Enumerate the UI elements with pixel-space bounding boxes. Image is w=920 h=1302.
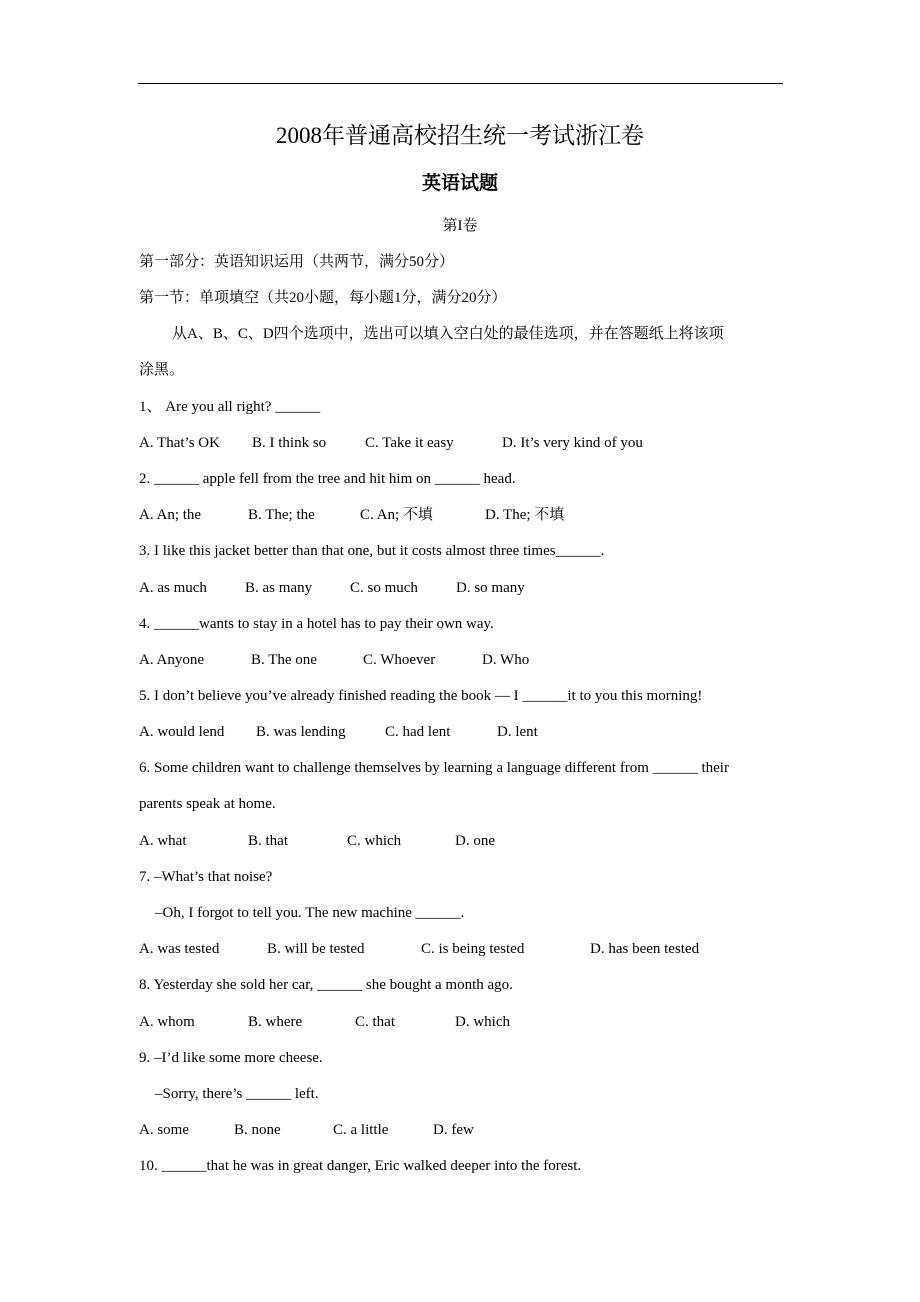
option-b: B. none bbox=[234, 1122, 281, 1138]
option-b: B. was lending bbox=[256, 724, 346, 740]
option-a: A. An; the bbox=[139, 507, 202, 523]
question-stem: 7. –What’s that noise? bbox=[139, 869, 273, 885]
option-d: D. which bbox=[455, 1014, 510, 1030]
option-d: D. Who bbox=[482, 652, 530, 668]
option-a: A. what bbox=[139, 833, 187, 849]
option-a: A. some bbox=[139, 1122, 189, 1138]
option-b: B. I think so bbox=[252, 435, 327, 451]
option-c: C. that bbox=[355, 1014, 395, 1030]
question-stem: 9. –I’d like some more cheese. bbox=[139, 1050, 323, 1066]
option-c: C. is being tested bbox=[421, 941, 525, 957]
question-stem: 2. ______ apple fell from the tree and hit him on ______ head. bbox=[139, 471, 516, 487]
option-d: D. so many bbox=[456, 580, 525, 596]
question-stem: 3. I like this jacket better than that one, but it costs almost three times______. bbox=[139, 543, 605, 559]
question-stem-continued: –Sorry, there’s ______ left. bbox=[155, 1086, 319, 1102]
option-b: B. will be tested bbox=[267, 941, 365, 957]
option-a: A. was tested bbox=[139, 941, 220, 957]
question-stem-continued: parents speak at home. bbox=[139, 796, 276, 812]
question-stem: 1、 Are you all right? ______ bbox=[139, 399, 321, 415]
option-c: C. Take it easy bbox=[365, 435, 454, 451]
instructions-line2: 涂黑。 bbox=[139, 362, 185, 378]
header-rule bbox=[138, 83, 783, 84]
option-a: A. Anyone bbox=[139, 652, 204, 668]
question-stem: 4. ______wants to stay in a hotel has to pay their own way. bbox=[139, 616, 494, 632]
option-d: D. one bbox=[455, 833, 495, 849]
option-c: C. had lent bbox=[385, 724, 451, 740]
option-b: B. The one bbox=[251, 652, 317, 668]
section-heading: 第一节：单项填空（共20小题，每小题1分，满分20分） bbox=[139, 290, 507, 306]
option-c: C. a little bbox=[333, 1122, 389, 1138]
option-d: D. The; 不填 bbox=[485, 507, 565, 523]
option-c: C. An; 不填 bbox=[360, 507, 433, 523]
option-a: A. as much bbox=[139, 580, 207, 596]
question-stem: 10. ______that he was in great danger, Eric walked deeper into the forest. bbox=[139, 1158, 582, 1174]
option-b: B. where bbox=[248, 1014, 303, 1030]
option-c: C. Whoever bbox=[363, 652, 436, 668]
option-a: A. whom bbox=[139, 1014, 195, 1030]
option-c: C. which bbox=[347, 833, 402, 849]
instructions-line1: 从A、B、C、D四个选项中，选出可以填入空白处的最佳选项，并在答题纸上将该项 bbox=[172, 326, 724, 342]
question-stem: 8. Yesterday she sold her car, ______ she bought a month ago. bbox=[139, 977, 513, 993]
option-b: B. that bbox=[248, 833, 288, 849]
option-d: D. has been tested bbox=[590, 941, 700, 957]
option-b: B. as many bbox=[245, 580, 313, 596]
part-heading: 第一部分：英语知识运用（共两节，满分50分） bbox=[139, 254, 455, 270]
option-d: D. It’s very kind of you bbox=[502, 435, 643, 451]
exam-subtitle: 英语试题 bbox=[421, 173, 498, 194]
exam-title: 2008年普通高校招生统一考试浙江卷 bbox=[276, 123, 644, 148]
question-stem: 6. Some children want to challenge themselves by learning a language different from ______ their bbox=[139, 760, 729, 776]
question-stem-continued: –Oh, I forgot to tell you. The new machine ______. bbox=[155, 905, 465, 921]
option-b: B. The; the bbox=[248, 507, 315, 523]
option-d: D. few bbox=[433, 1122, 474, 1138]
question-stem: 5. I don’t believe you’ve already finished reading the book — I ______it to you this morning! bbox=[139, 688, 703, 704]
volume-label: 第I卷 bbox=[442, 218, 478, 234]
option-a: A. That’s OK bbox=[139, 435, 220, 451]
option-a: A. would lend bbox=[139, 724, 225, 740]
option-c: C. so much bbox=[350, 580, 418, 596]
option-d: D. lent bbox=[497, 724, 538, 740]
